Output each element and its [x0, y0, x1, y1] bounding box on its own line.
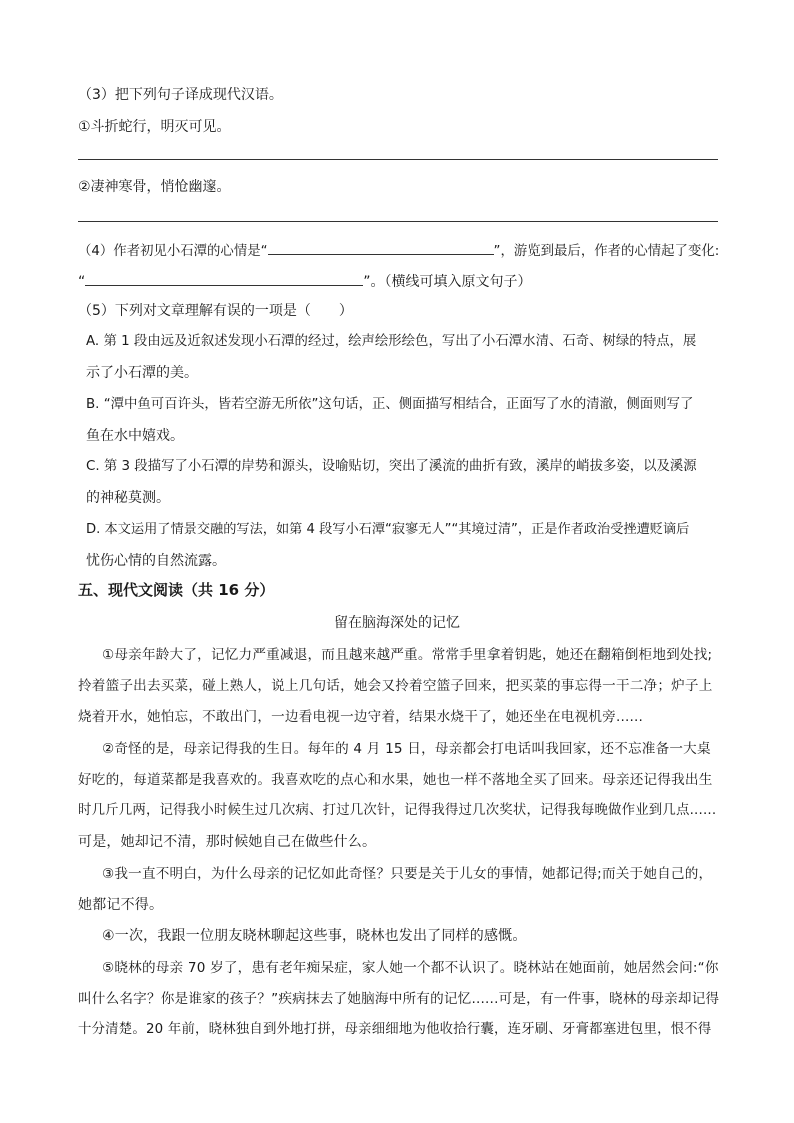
q4-part1-suffix: ”，游览到最后，作者的心情起了变化: — [493, 244, 720, 259]
q4-line-2 — [78, 271, 718, 291]
answer-line-2 — [78, 221, 718, 222]
paragraph-line: 她都记不得。 — [78, 897, 164, 913]
paragraph-line: ①母亲年龄大了，记忆力严重减退，而且越来越严重。常常手里拿着钥匙，她还在翻箱倒柜地到处找; — [102, 647, 713, 663]
q5-option-b-line-2: 鱼在水中嬉戏。 — [86, 428, 184, 444]
q5-option-d-line-2: 忧伤心情的自然流露。 — [86, 553, 226, 569]
q5-option-d-line-1: D. 本文运用了情景交融的写法，如第 4 段写小石潭“寂寥无人”“其境过清”，正是作者政治受挫遭贬谪后 — [86, 522, 690, 537]
q3-item-2: ②凄神寒骨，悄怆幽邃。 — [78, 179, 231, 195]
paragraph-line: 好吃的，每道菜都是我喜欢的。我喜欢吃的点心和水果，她也一样不落地全买了回来。母亲还记得我出生 — [78, 772, 713, 788]
q4-part1-prefix: （4）作者初见小石潭的心情是“ — [78, 244, 268, 259]
q4-part2-suffix: ”。（横线可填入原文句子） — [363, 274, 532, 290]
paragraph-line: ⑤晓林的母亲 70 岁了，患有老年痴呆症，家人她一个都不认识了。晓林站在她面前，她居然会问:“你 — [102, 960, 719, 976]
q4-line-1 — [78, 240, 718, 261]
q5-option-a-line-1: A. 第 1 段由远及近叙述发现小石潭的经过，绘声绘形绘色，写出了小石潭水清、石奇、树绿的特点，展 — [86, 334, 697, 349]
paragraph-line: 烧着开水，她怕忘，不敢出门，一边看电视一边守着，结果水烧干了，她还坐在电视机旁...... — [78, 709, 644, 725]
q5-prompt: （5）下列对文章理解有误的一项是（ ） — [78, 303, 353, 319]
paragraph-line: 十分清楚。20 年前，晓林独自到外地打拼，母亲细细地为他收拾行囊，连牙刷、牙膏都塞进包里，恨不得 — [78, 1022, 712, 1037]
q3-item-1: ①斗折蛇行，明灭可见。 — [78, 119, 231, 135]
q5-option-c-line-1: C. 第 3 段描写了小石潭的岸势和源头，设喻贴切，突出了溪流的曲折有致，溪岸的峭拔多姿，以及溪源 — [86, 459, 697, 474]
paragraph-line: 时几斤几两，记得我小时候生过几次病、打过几次针，记得我得过几次奖状，记得我每晚做作业到几点...... — [78, 803, 717, 818]
paragraph-line: 叫什么名字？你是谁家的孩子？”疾病抹去了她脑海中所有的记忆......可是，有一件事，晓林的母亲却记得 — [78, 991, 720, 1007]
q5-option-c-line-2: 的神秘莫测。 — [86, 490, 170, 506]
paragraph-line: ③我一直不明白，为什么母亲的记忆如此奇怪？只要是关于儿女的事情，她都记得;而关于她自己的， — [102, 866, 713, 882]
paragraph-line: 可是，她却记不清，那时候她自己在做些什么。 — [78, 834, 377, 850]
article-title: 留在脑海深处的记忆 — [334, 615, 460, 631]
paragraph-line: ④一次，我跟一位朋友晓林聊起这些事，晓林也发出了同样的感慨。 — [102, 928, 527, 944]
q4-part2-prefix: “ — [78, 274, 86, 290]
q4-blank-1[interactable] — [268, 240, 494, 255]
answer-line-1 — [78, 159, 718, 160]
paragraph-line: 拎着篮子出去买菜，碰上熟人，说上几句话，她会又拎着空篮子回来，把买菜的事忘得一干二净；炉子上 — [78, 678, 713, 694]
q3-prompt: （3）把下列句子译成现代汉语。 — [78, 87, 283, 103]
q5-option-a-line-2: 示了小石潭的美。 — [86, 365, 198, 381]
q5-option-b-line-1: B. “潭中鱼可百许头，皆若空游无所依”这句话，正、侧面描写相结合，正面写了水的清澈，侧面则写了 — [86, 397, 694, 412]
paragraph-line: ②奇怪的是，母亲记得我的生日。每年的 4 月 15 日，母亲都会打电话叫我回家，还不忘准备一大桌 — [102, 741, 711, 757]
q4-blank-2[interactable] — [85, 271, 363, 286]
section-5-title: 五、现代文阅读（共 16 分） — [78, 581, 275, 599]
